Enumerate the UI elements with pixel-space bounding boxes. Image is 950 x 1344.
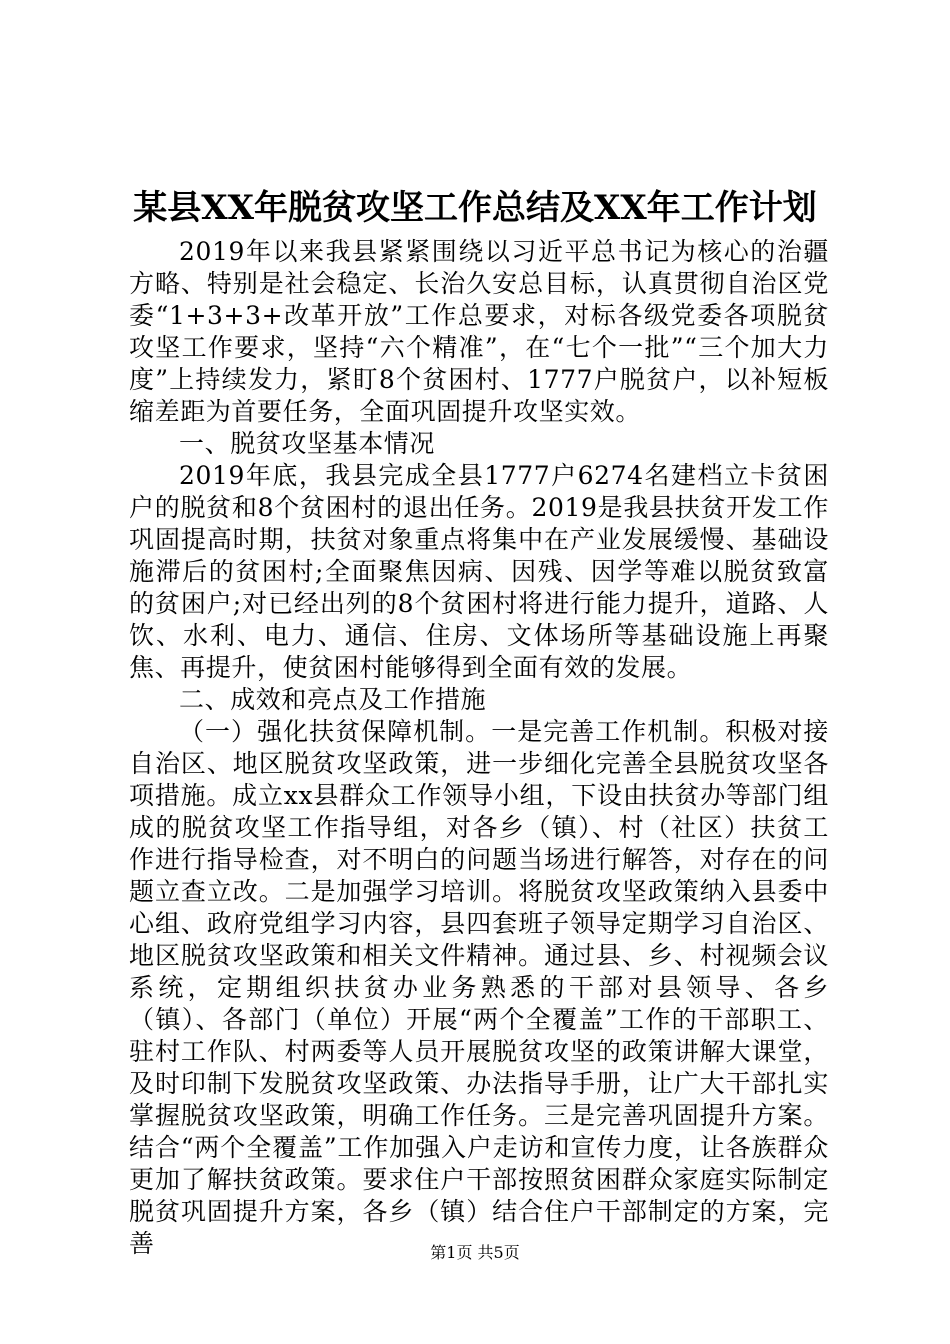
section-heading-2: 二、成效和亮点及工作措施 xyxy=(179,685,487,714)
paragraph-basic-situation: 2019年底，我县完成全县1777户6274名建档立卡贫困户的脱贫和8个贫困村的退出任务。2019是我县扶贫开发工作巩固提高时期，扶贫对象重点将集中在产业发展缓慢、基础设施滞后的贫困村;全面聚焦因病、因残、因学等难以脱贫致富的贫困户;对已经出列的8个贫困村将进行能力提升，道路、人饮、水利、电力、通信、住房、文体场所等基础设施上再聚焦、再提升，使贫困村能够得到全面有效的发展。 xyxy=(129,461,829,682)
paragraph-intro: 2019年以来我县紧紧围绕以习近平总书记为核心的治疆方略、特别是社会稳定、长治久安总目标，认真贯彻自治区党委“1+3+3+改革开放”工作总要求，对标各级党委各项脱贫攻坚工作要求，坚持“六个精准”，在“七个一批”“三个加大力度”上持续发力，紧盯8个贫困村、1777户脱贫户，以补短板缩差距为首要任务，全面巩固提升攻坚实效。 xyxy=(129,237,829,426)
document-body xyxy=(129,236,829,1260)
section-heading-1: 一、脱贫攻坚基本情况 xyxy=(179,429,436,458)
paragraph-measures: （一）强化扶贫保障机制。一是完善工作机制。积极对接自治区、地区脱贫攻坚政策，进一步细化完善全县脱贫攻坚各项措施。成立xx县群众工作领导小组，下设由扶贫办等部门组成的脱贫攻坚工作指导组，对各乡（镇）、村（社区）扶贫工作进行指导检查，对不明白的问题当场进行解答，对存在的问题立查立改。二是加强学习培训。将脱贫攻坚政策纳入县委中心组、政府党组学习内容，县四套班子领导定期学习自治区、地区脱贫攻坚政策和相关文件精神。通过县、乡、村视频会议系统，定期组织扶贫办业务熟悉的干部对县领导、各乡（镇）、各部门（单位）开展“两个全覆盖”工作的干部职工、驻村工作队、村两委等人员开展脱贫攻坚的政策讲解大课堂，及时印制下发脱贫攻坚政策、办法指导手册，让广大干部扎实掌握脱贫攻坚政策，明确工作任务。三是完善巩固提升方案。结合“两个全覆盖”工作加强入户走访和宣传力度，让各族群众更加了解扶贫政策。要求住户干部按照贫困群众家庭实际制定脱贫巩固提升方案，各乡（镇）结合住户干部制定的方案，完善 xyxy=(129,717,829,1258)
document-title: 某县XX年脱贫攻坚工作总结及XX年工作计划 xyxy=(133,188,817,228)
page-footer: 第1页 共5页 xyxy=(430,1243,520,1262)
